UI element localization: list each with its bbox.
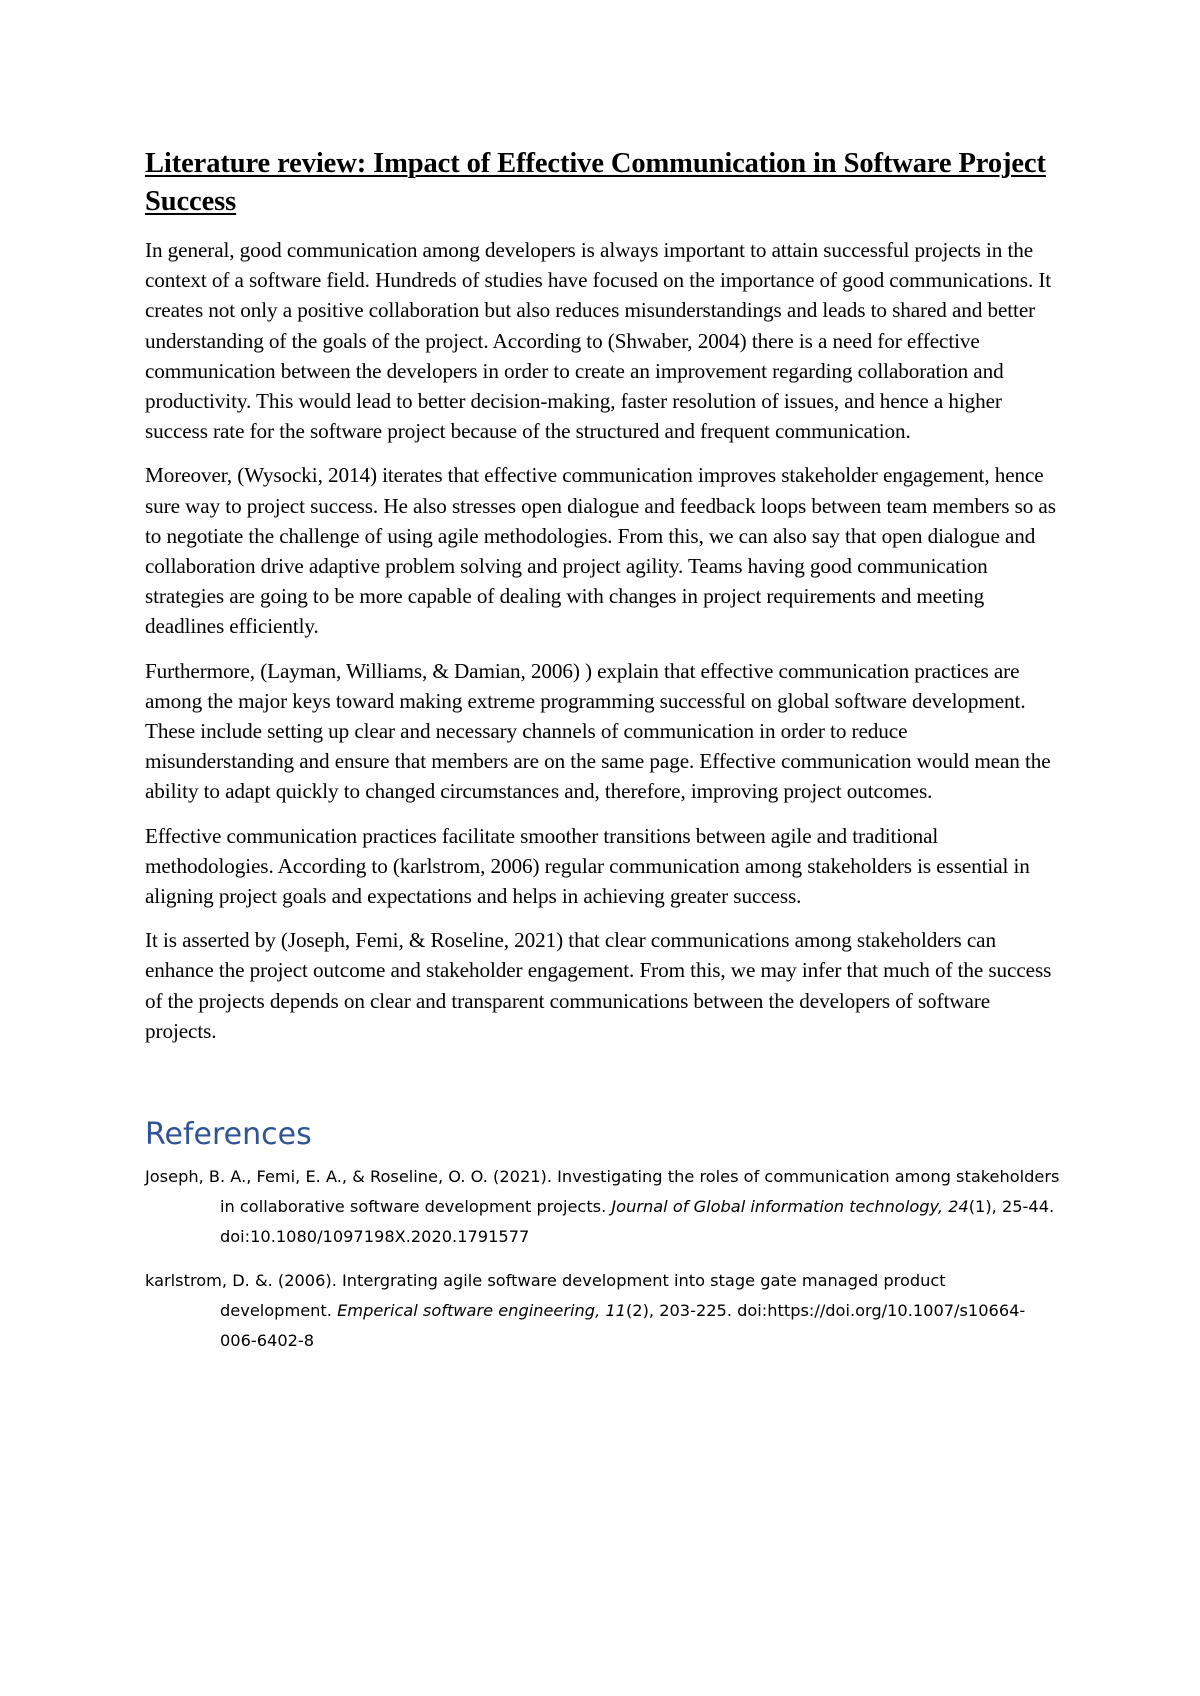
reference-journal: Journal of Global information technology, 24 bbox=[611, 1197, 969, 1217]
document-title: Literature review: Impact of Effective Communication in Software Project Success bbox=[145, 148, 1046, 217]
body-paragraph: Effective communication practices facilitate smoother transitions between agile and traditional methodologies. According to (karlstrom, 2006) regular communication among stakeholders is essential in aligning project goals and expectations and helps in achieving greater success. bbox=[145, 823, 1030, 909]
reference-details: (2), 203-225. doi:https://doi.org/10.1007/s10664-006-6402-8 bbox=[220, 1301, 1026, 1351]
body-paragraph: It is asserted by (Joseph, Femi, & Roseline, 2021) that clear communications among stakeholders can enhance the project outcome and stakeholder engagement. From this, we may infer that much of the success of the projects depends on clear and transparent communications between the developers of software projects. bbox=[145, 928, 1052, 1043]
body-paragraph: In general, good communication among developers is always important to attain successful projects in the context of a software field. Hundreds of studies have focused on the importance of good communications. It creates not only a positive collaboration but also reduces misunderstandings and leads to shared and better understanding of the goals of the project. According to (Shwaber, 2004) there is a need for effective communication between the developers in order to create an improvement regarding collaboration and productivity. This would lead to better decision-making, faster resolution of issues, and hence a higher success rate for the software project because of the structured and frequent communication. bbox=[145, 238, 1052, 444]
reference-text: Joseph, B. A., Femi, E. A., & Roseline, O. O. (2021). Investigating the roles of communication among stakeholders in collaborative software development projects. bbox=[145, 1167, 1060, 1217]
body-paragraph: Furthermore, (Layman, Williams, & Damian, 2006) ) explain that effective communication practices are among the major keys toward making extreme programming successful on global software development. These include setting up clear and necessary channels of communication in order to reduce misunderstanding and ensure that members are on the same page. Effective communication would mean the ability to adapt quickly to changed circumstances and, therefore, improving project outcomes. bbox=[145, 658, 1051, 804]
reference-entry bbox=[145, 1162, 1060, 1252]
reference-details: (1), 25-44. doi:10.1080/1097198X.2020.1791577 bbox=[220, 1197, 1055, 1247]
document-content bbox=[145, 145, 1060, 1370]
references-heading: References bbox=[145, 1117, 312, 1153]
body-paragraph: Moreover, (Wysocki, 2014) iterates that effective communication improves stakeholder engagement, hence sure way to project success. He also stresses open dialogue and feedback loops between team members so as to negotiate the challenge of using agile methodologies. From this, we can also say that open dialogue and collaboration drive adaptive problem solving and project agility. Teams having good communication strategies are going to be more capable of dealing with changes in project requirements and meeting deadlines efficiently. bbox=[145, 463, 1056, 639]
reference-journal: Emperical software engineering, 11 bbox=[337, 1301, 626, 1321]
reference-entry bbox=[145, 1266, 1060, 1356]
reference-text: karlstrom, D. &. (2006). Intergrating agile software development into stage gate managed product development. bbox=[145, 1271, 946, 1321]
